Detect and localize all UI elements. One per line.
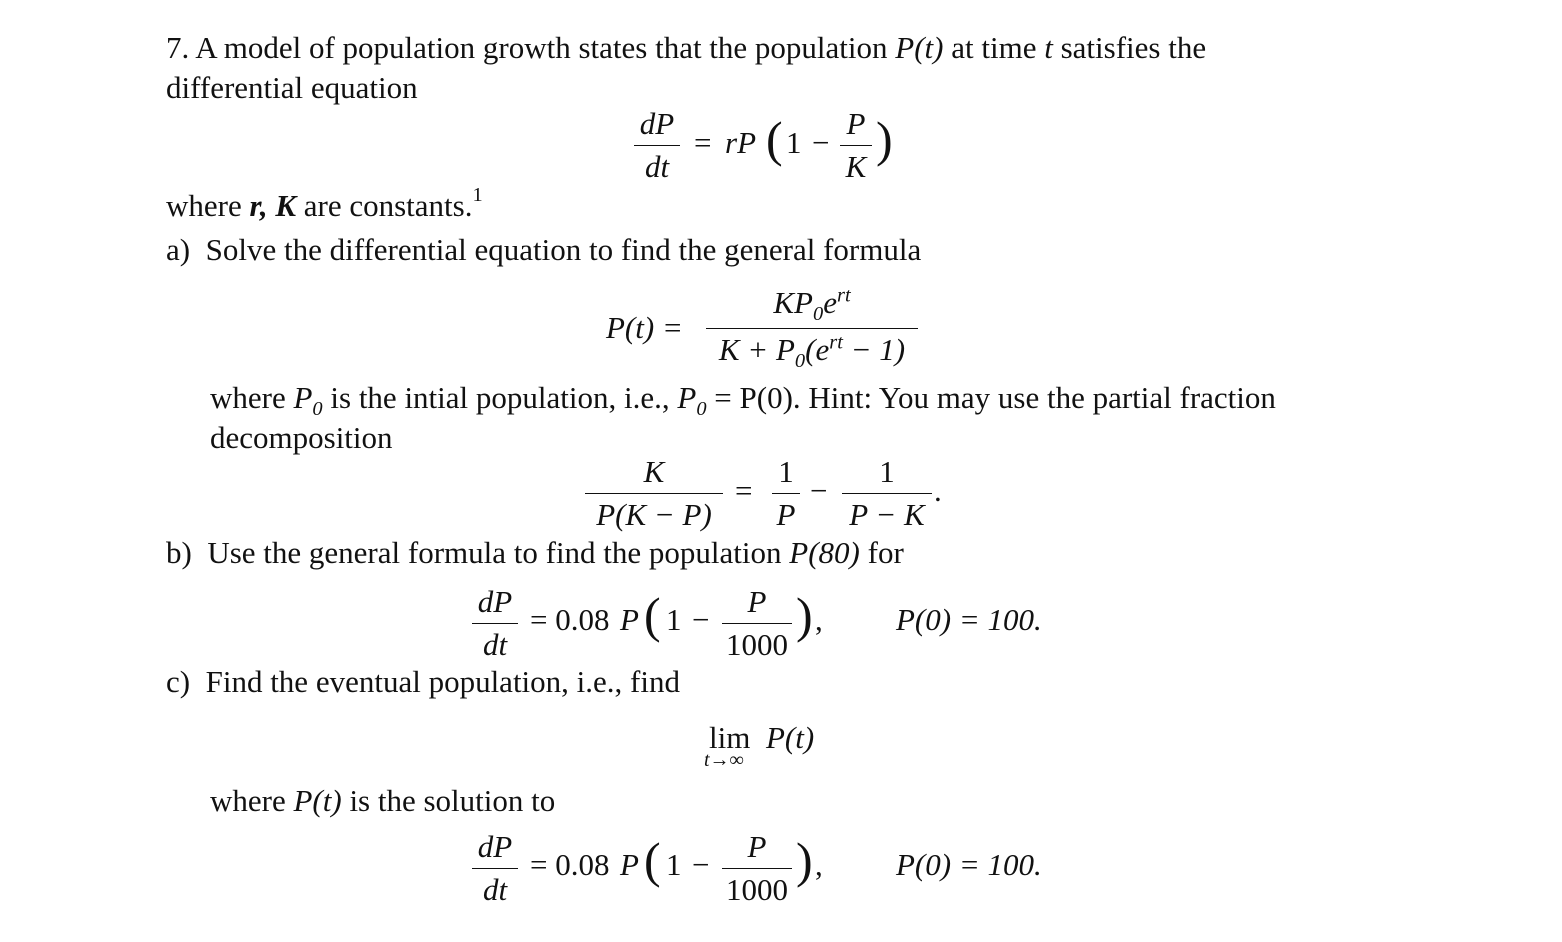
solution-line: where P(t) is the solution to [210, 783, 556, 818]
problem-intro-line2: differential equation [166, 70, 418, 105]
part-a-label: a) [166, 232, 191, 267]
part-c-initial-condition: P(0) = 100. [896, 847, 1042, 882]
part-c-line: c) Find the eventual population, i.e., find [166, 664, 680, 699]
footnote-marker: 1 [472, 183, 483, 206]
eq1-inner-fraction: P K [840, 108, 872, 182]
initial-population-line: where $P_0$ is the intial population, i.e., $P_0 = P(0)$. Hint: You may use the partial fraction [210, 380, 1276, 421]
part-b-initial-condition: P(0) = 100. [896, 602, 1042, 637]
pf-one-over-pk: 1 P − K [842, 456, 932, 530]
part-c-label: c) [166, 664, 191, 699]
part-a-line: a) Solve the differential equation to find the general formula [166, 232, 922, 267]
part-b-line: b) Use the general formula to find the population P(80) for [166, 535, 904, 570]
pf-one-over-p: 1 P [772, 456, 800, 530]
eq1-lhs-fraction: dP dt [634, 108, 680, 182]
problem-intro-line1: 7. A model of population growth states that the population P(t) at time t satisfies the [166, 30, 1207, 65]
constants-line: where r, K are constants.$^1$ [166, 183, 483, 223]
part-b-label: b) [166, 535, 192, 570]
decomposition-label: decomposition [210, 420, 393, 455]
general-formula-fraction: $KP_0e^{rt}$ $K + P_0(e^{rt} - 1)$ [706, 287, 918, 365]
pf-lhs-fraction: K P(K − P) [585, 456, 723, 530]
problem-number: 7. [166, 30, 190, 65]
